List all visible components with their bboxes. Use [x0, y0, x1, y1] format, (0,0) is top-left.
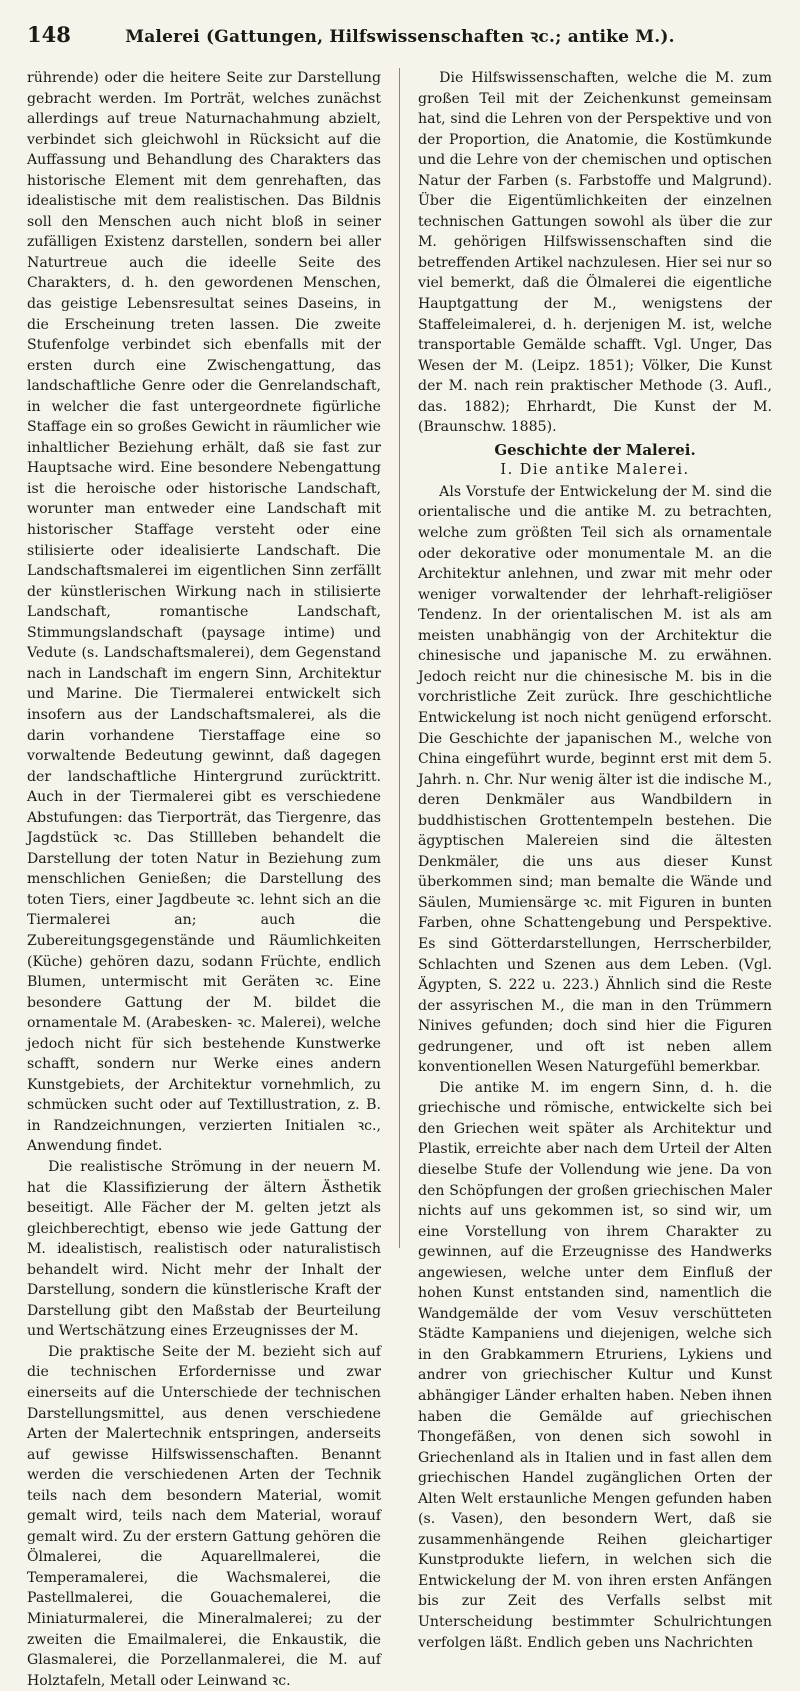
paragraph: Als Vorstufe der Entwickelung der M. sind die orientalische und die antike M. zu betrachten, welche zum größten Teil sich als ornamentale oder dekorative oder monumentale M. an die Architektur anlehnen, und zwar mit mehr oder weniger vorwaltender der lehrhaft-religiöser Tendenz. In der orientalischen M. ist als am meisten unabhängig von der Architektur die chinesische und japanische M. zu erwähnen. Jedoch reicht nur die chinesische M. bis in die vorchristliche Zeit zurück. Ihre geschichtliche Entwickelung ist noch nicht genügend erforscht. Die Geschichte der japanischen M., welche von China eingeführt wurde, beginnt erst mit dem 5. Jahrh. n. Chr. Nur wenig älter ist die indische M., deren Denkmäler aus Wandbildern in buddhistischen Grottentempeln bestehen. Die ägyptischen Malereien sind die ältesten Denkmäler, die uns aus dieser Kunst überkommen sind; man bemalte die Wände und Säulen, Mumiensärge ꝛc. mit Figuren in bunten Farben, ohne Schattengebung und Perspektive. Es sind Götterdarstellungen, Herrscherbilder, Schlachten und Szenen aus dem Leben. (Vgl. Ägypten, S. 222 u. 223.) Ähnlich sind die Reste der assyrischen M., die man in den Trümmern Ninives gefunden; doch sind hier die Figuren gedrungener, und oft ist neben allem konventionellen Wesen Naturgefühl bemerkbar. — [418, 483, 772, 1076]
paragraph: Die antike M. im engern Sinn, d. h. die griechische und römische, entwickelte sich bei den Griechen weit später als Architektur und Plastik, erreichte aber nach dem Urteil der Alten dieselbe Stufe der Vollendung wie jene. Da von den Schöpfungen der großen griechischen Maler nichts auf uns gekommen ist, so sind wir, um eine Vorstellung von ihrem Charakter zu gewinnen, auf die Erzeugnisse des Handwerks angewiesen, welche unter dem Einfluß der hohen Kunst entstanden sind, namentlich die Wandgemälde der vom Vesuv verschütteten Städte Kampaniens und diejenigen, welche sich in den Grabkammern Etruriens, Lykiens und andrer von griechischer Kultur und Kunst abhängiger Länder erhalten haben. Neben ihnen haben die Gemälde auf griechischen Thongefäßen, von denen sich sowohl in Griechenland als in Italien und in fast allen dem griechischen Handel zugänglichen Orten der Alten Welt erstaunliche Mengen gefunden haben (s. Vasen), den besondern Wert, daß sie zusammenhängende Reihen gleichartiger Kunstprodukte liefern, in welchen sich die Entwickelung der M. von ihren ersten Anfängen bis zur Zeit des Verfalls selbst mit Unterscheidung bestimmter Schulrichtungen verfolgen läßt. Endlich geben uns Nachrichten — [418, 1079, 772, 1651]
subsection-title: I. Die antike Malerei. — [500, 462, 690, 479]
paragraph: Die realistische Strömung in der neuern M. hat die Klassifizierung der ältern Ästhetik beseitigt. Alle Fächer der M. gelten jetzt als gleichberechtigt, ebenso wie jede Gattung der M. idealistisch, realistisch oder naturalistisch behandelt wird. Nicht mehr der Inhalt der Darstellung, sondern die künstlerische Kraft der Darstellung gibt den Maßstab der Beurteilung und Wertschätzung eines Erzeugnisses der M. — [27, 1158, 381, 1340]
section-title: Geschichte der Malerei. — [494, 440, 696, 459]
left-column — [27, 68, 381, 1689]
running-head: Malerei (Gattungen, Hilfswissenschaften ꝛc.; antike M.). — [125, 27, 675, 47]
page-number: 148 — [27, 22, 71, 47]
paragraph: rührende) oder die heitere Seite zur Darstellung gebracht werden. Im Porträt, welches zunächst allerdings auf treue Naturnachahmung abzielt, verbindet sich gleichwohl in Rücksicht auf die Auffassung und Behandlung des Charakters das historische Element mit dem genrehaften, das idealistische mit dem realistischen. Das Bildnis soll den Menschen auch nicht bloß in seiner zufälligen Existenz darstellen, sondern bei aller Naturtreue auch die ideelle Seite des Charakters, d. h. den gewordenen Menschen, das geistige Lebensresultat seines Daseins, in die Erscheinung treten lassen. Die zweite Stufenfolge verbindet sich ebenfalls mit der ersten durch eine Zwischengattung, das landschaftliche Genre oder die Genrelandschaft, in welcher die fast untergeordnete figürliche Staffage ein so großes Gewicht in räumlicher wie inhaltlicher Beziehung erhält, daß sie fast zur Hauptsache wird. Eine besondere Nebengattung ist die heroische oder historische Landschaft, worunter man entweder eine Landschaft mit historischer Staffage versteht oder eine stilisierte oder idealisierte Landschaft. Die Landschaftsmalerei im eigentlichen Sinn zerfällt der künstlerischen Wirkung nach in stilisierte Landschaft, romantische Landschaft, Stimmungslandschaft (paysage intime) und Vedute (s. Landschaftsmalerei), dem Gegenstand nach in Landschaft im engern Sinn, Architektur und Marine. Die Tiermalerei entwickelt sich insofern aus der Landschaftsmalerei, als die darin vorhandene Tierstaffage eine so vorwaltende Bedeutung gewinnt, daß dagegen der landschaftliche Hintergrund zurücktritt. Auch in der Tiermalerei gibt es verschiedene Abstufungen: das Tierporträt, das Tiergenre, das Jagdstück ꝛc. Das Stillleben behandelt die Darstellung der toten Natur in Beziehung zum menschlichen Genießen; die Darstellung des toten Tiers, einer Jagdbeute ꝛc. lehnt sich an die Tiermalerei an; auch die Zubereitungsgegenstände und Räumlichkeiten (Küche) gehören dazu, sodann Früchte, endlich Blumen, untermischt mit Geräten ꝛc. Eine besondere Gattung der M. bildet die ornamentale M. (Arabesken- ꝛc. Malerei), welche jedoch nicht für sich bestehende Kunstwerke schafft, sondern nur Werke eines andern Kunstgebiets, der Architektur vornehmlich, zu schmücken sucht oder auf Textillustration, z. B. in Randzeichnungen, verzierten Initialen ꝛc., Anwendung findet. — [27, 70, 381, 1155]
column-divider — [399, 68, 400, 1248]
paragraph: Die Hilfswissenschaften, welche die M. zum großen Teil mit der Zeichenkunst gemeinsam hat, sind die Lehren von der Perspektive und von der Proportion, die Anatomie, die Kostümkunde und die Lehre von der chemischen und optischen Natur der Farben (s. Farbstoffe und Malgrund). Über die Eigentümlichkeiten der einzelnen technischen Gattungen sowohl als über die zur M. gehörigen Hilfswissenschaften sind die betreffenden Artikel nachzulesen. Hier sei nur so viel bemerkt, daß die Ölmalerei die eigentliche Hauptgattung der M., wenigstens der Staffeleimalerei, d. h. derjenigen M. ist, welche transportable Gemälde schafft. Vgl. Unger, Das Wesen der M. (Leipz. 1851); Völker, Die Kunst der M. nach rein praktischer Methode (3. Aufl., das. 1882); Ehrhardt, Die Kunst der M. (Braunschw. 1885). — [418, 70, 772, 436]
page-header — [27, 22, 773, 52]
paragraph: Die praktische Seite der M. bezieht sich auf die technischen Erfordernisse und zwar einerseits auf die Unterschiede der technischen Darstellungsmittel, aus denen verschiedene Arten der Malertechnik entspringen, anderseits auf gewisse Hilfswissenschaften. Benannt werden die verschiedenen Arten der Technik teils nach dem besondern Material, womit gemalt wird, teils nach dem Material, worauf gemalt wird. Zu der erstern Gattung gehören die Ölmalerei, die Aquarellmalerei, die Temperamalerei, die Wachsmalerei, die Pastellmalerei, die Gouachemalerei, die Miniaturmalerei, die Mineralmalerei; zu der zweiten die Emailmalerei, die Enkaustik, die Glasmalerei, die Porzellanmalerei, die M. auf Holztafeln, Metall oder Leinwand ꝛc. — [27, 1343, 381, 1689]
right-column — [418, 68, 772, 1651]
